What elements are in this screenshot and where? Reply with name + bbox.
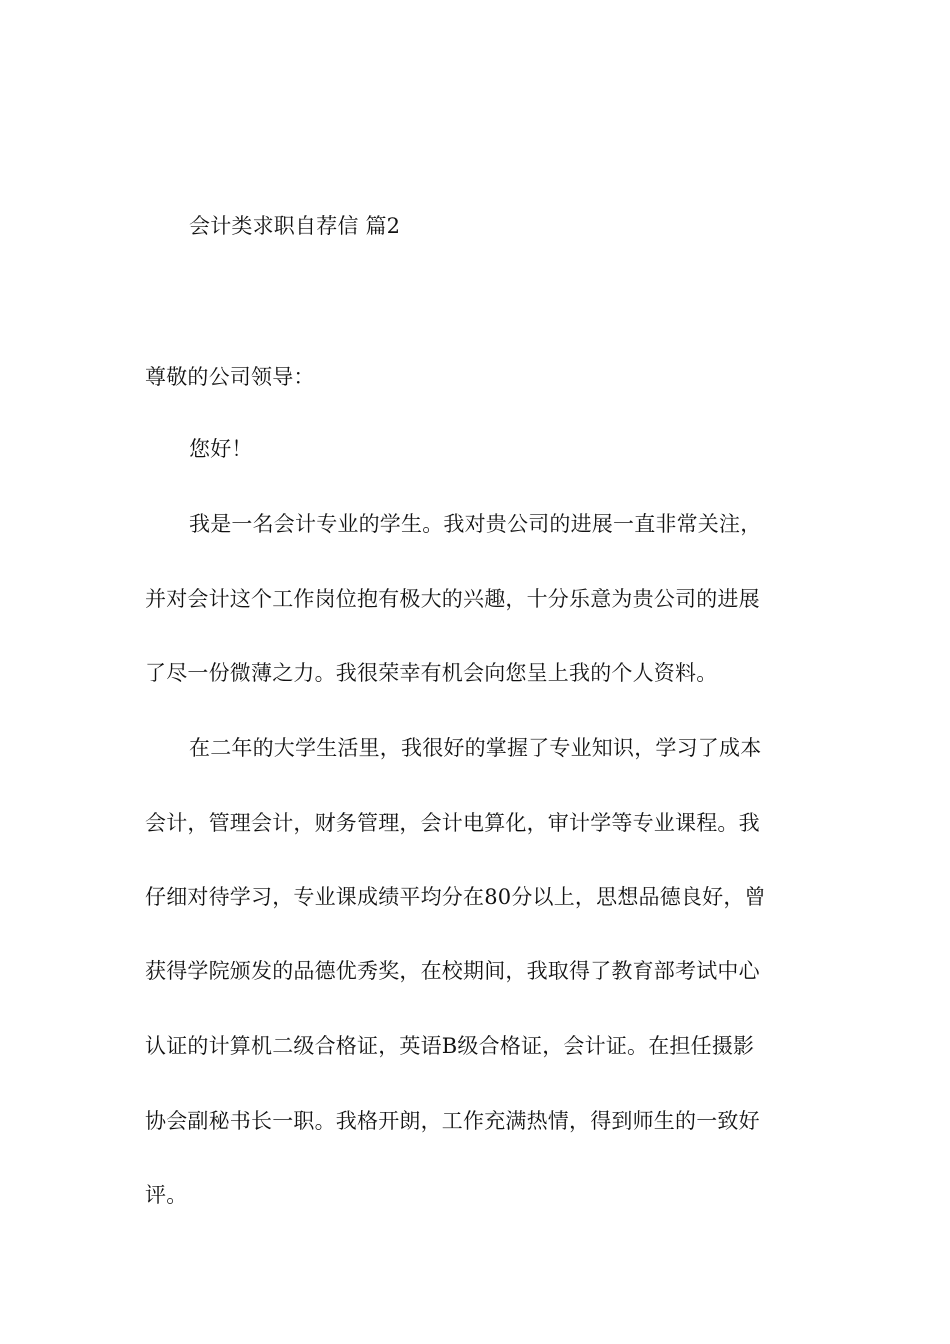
body-line: 认证的计算机二级合格证，英语B级合格证，会计证。在担任摄影 (145, 1034, 755, 1058)
body-line: 评。 (145, 1183, 188, 1207)
body-line: 我是一名会计专业的学生。我对贵公司的进展一直非常关注， (189, 512, 762, 536)
body-line: 会计，管理会计，财务管理，会计电算化，审计学等专业课程。我 (145, 811, 760, 835)
salutation: 尊敬的公司领导： (145, 365, 315, 389)
body-line: 获得学院颁发的品德优秀奖，在校期间，我取得了教育部考试中心 (145, 959, 760, 983)
body-line: 在二年的大学生活里，我很好的掌握了专业知识，学习了成本 (189, 736, 762, 760)
body-line: 协会副秘书长一职。我格开朗，工作充满热情，得到师生的一致好 (145, 1109, 760, 1133)
body-line: 并对会计这个工作岗位抱有极大的兴趣，十分乐意为贵公司的进展 (145, 587, 760, 611)
greeting: 您好！ (189, 437, 253, 461)
body-line: 仔细对待学习，专业课成绩平均分在80分以上，思想品德良好，曾 (145, 885, 766, 909)
document-heading: 会计类求职自荐信 篇2 (189, 214, 401, 238)
body-line: 了尽一份微薄之力。我很荣幸有机会向您呈上我的个人资料。 (145, 661, 718, 685)
